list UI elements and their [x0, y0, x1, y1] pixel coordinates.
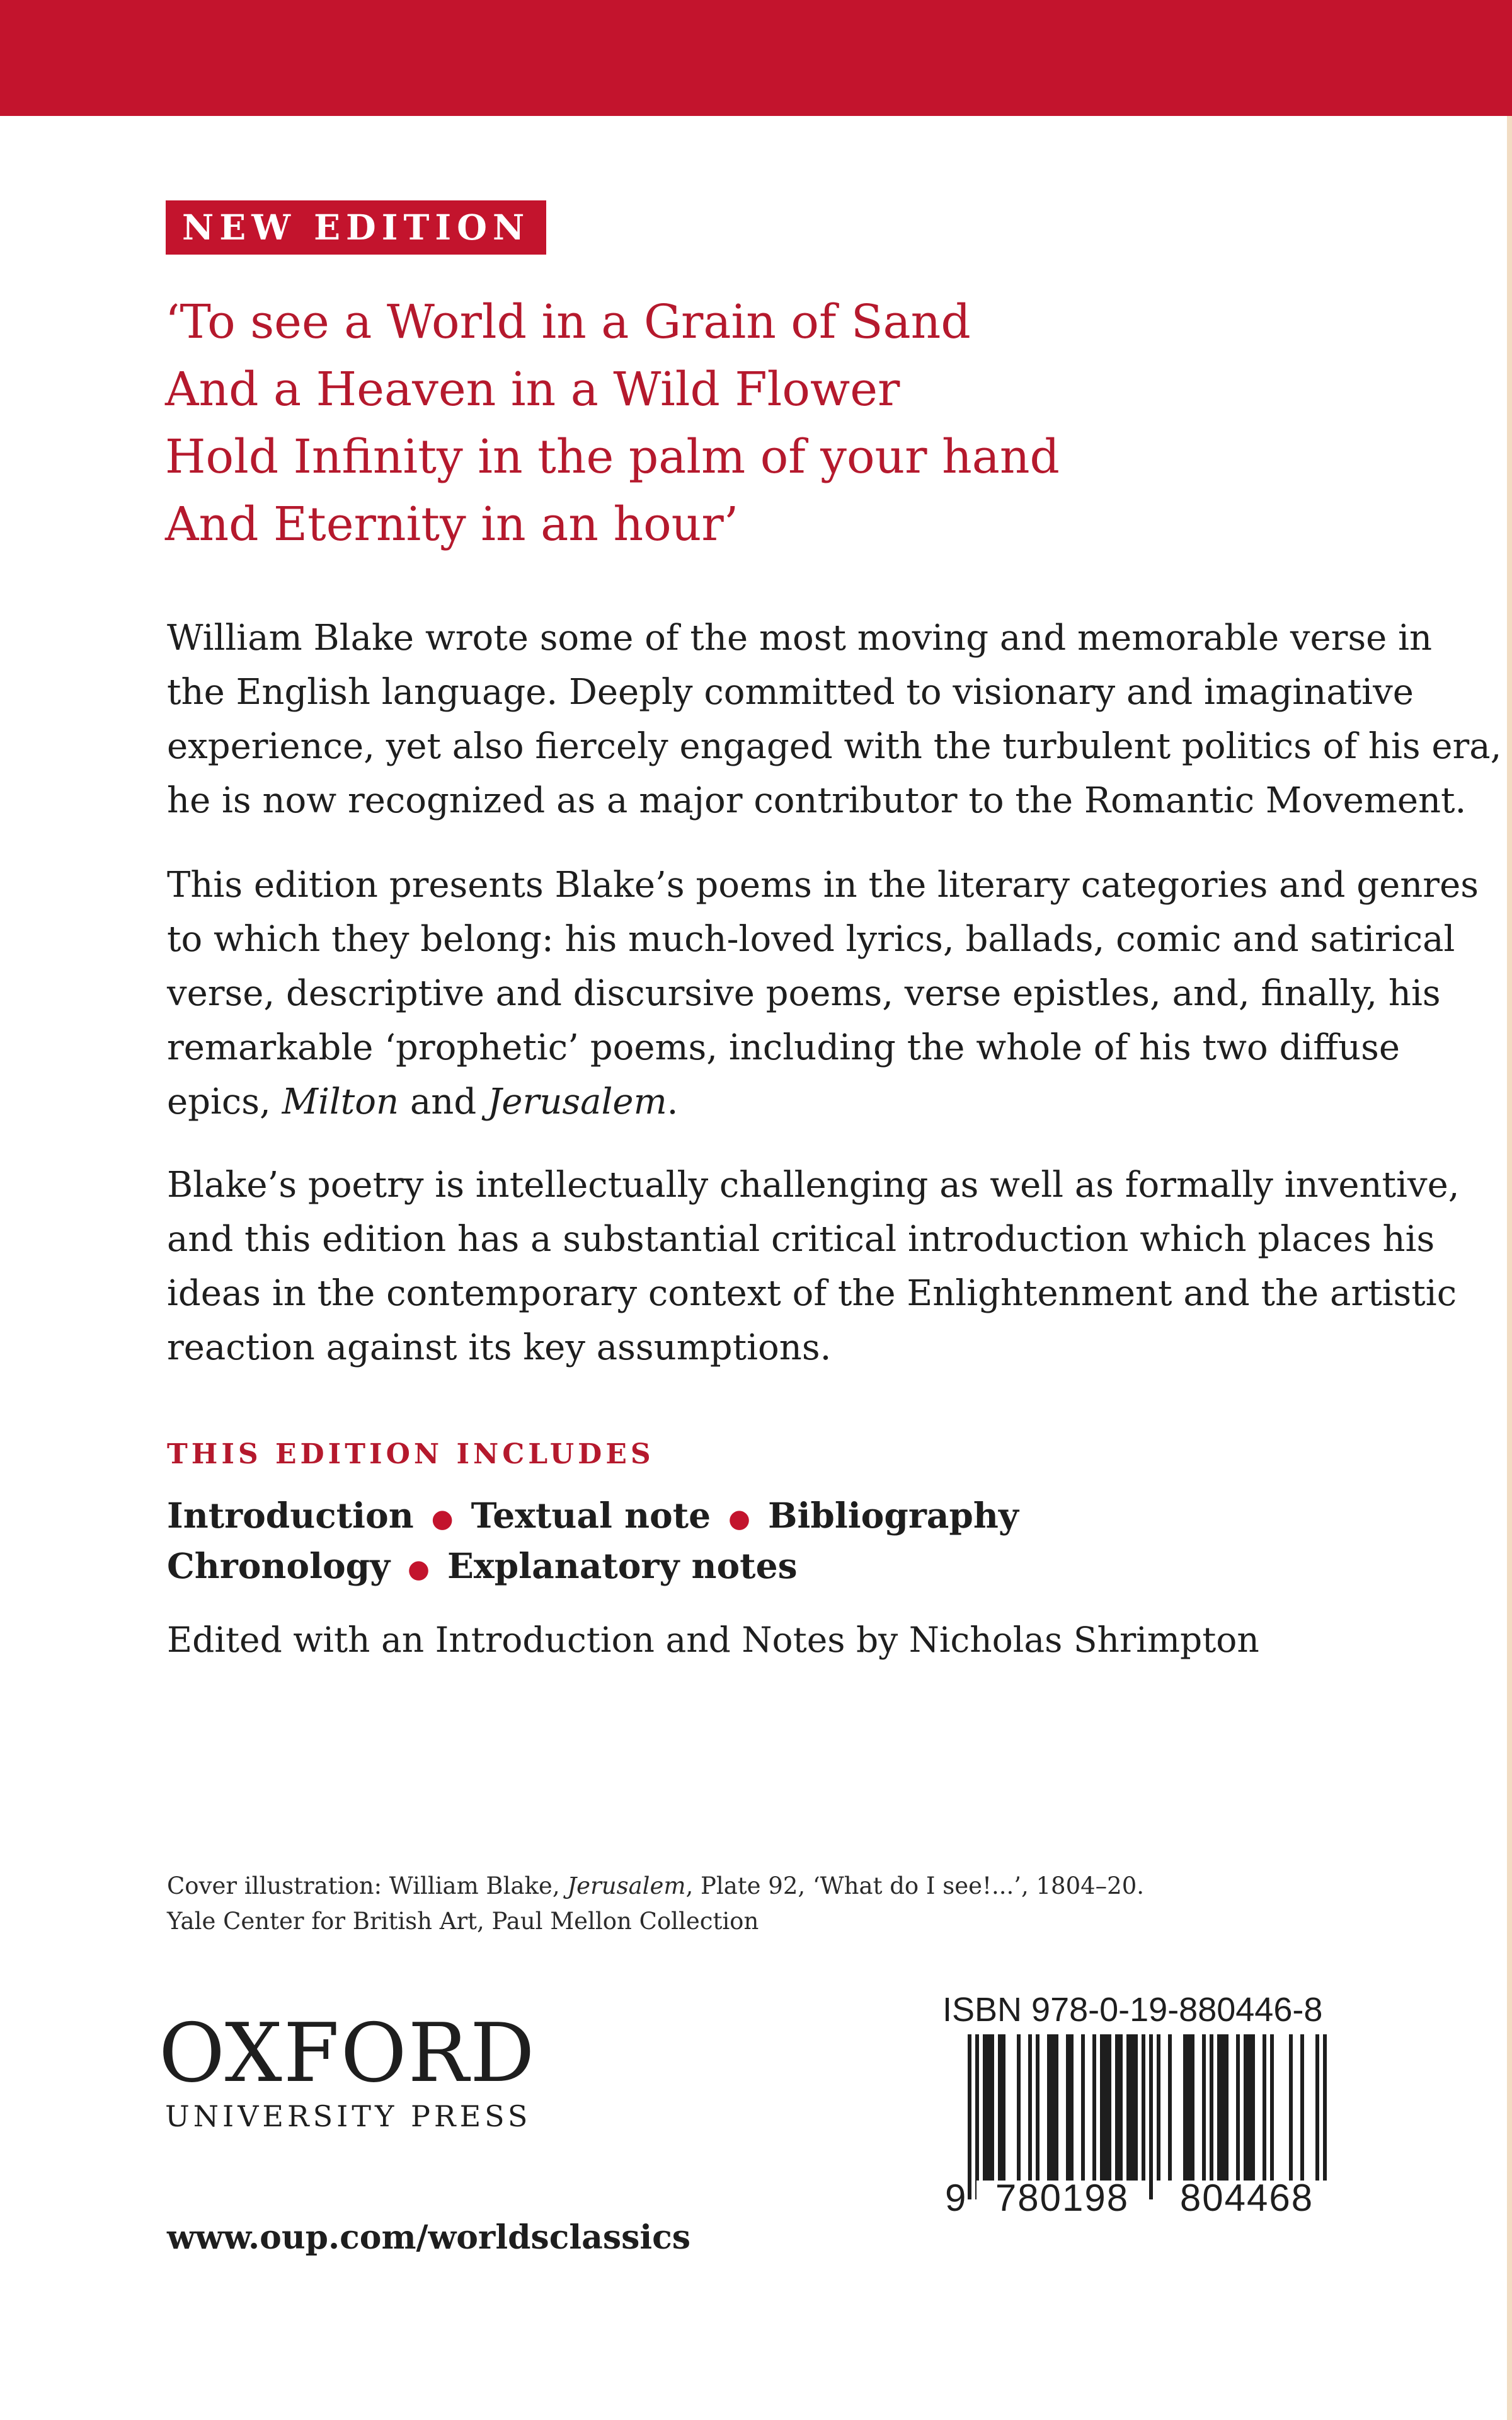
bullet-icon: ● — [408, 1554, 430, 1584]
barcode-bar — [1289, 2034, 1293, 2181]
barcode-bar — [1142, 2034, 1145, 2199]
text-line: verse, descriptive and discursive poems, verse epistles, and, finally, his — [167, 973, 1441, 1014]
barcode-bar — [1187, 2034, 1191, 2181]
barcode-bar — [1028, 2034, 1032, 2181]
barcode-bar — [1126, 2034, 1130, 2181]
text-line: remarkable ‘prophetic’ poems, including the whole of his two diffuse — [167, 1027, 1400, 1068]
text-segment: . — [667, 1081, 679, 1122]
barcode-bar — [1092, 2034, 1096, 2181]
quote-line: And a Heaven in a Wild Flower — [165, 362, 900, 417]
text-line: he is now recognized as a major contributor to the Romantic Movement. — [167, 780, 1467, 821]
barcode-bar — [1055, 2034, 1058, 2181]
bullet-icon: ● — [728, 1504, 751, 1534]
barcode-bar — [987, 2034, 990, 2181]
barcode-bar — [1300, 2034, 1304, 2181]
barcode-bar — [1236, 2034, 1240, 2181]
quote-line: ‘To see a World in a Grain of Sand — [165, 295, 971, 349]
include-item: Introduction — [167, 1495, 414, 1536]
barcode-bar — [1134, 2034, 1138, 2181]
barcode-bar — [1017, 2034, 1021, 2181]
barcode-bar — [1247, 2034, 1251, 2181]
barcode-bar — [1244, 2034, 1247, 2181]
barcode-bar — [1263, 2034, 1266, 2181]
barcode-bar — [1270, 2034, 1274, 2181]
text-line: William Blake wrote some of the most moving and memorable verse in — [167, 618, 1433, 659]
barcode-bar — [1036, 2034, 1040, 2181]
barcode-bar — [1251, 2034, 1255, 2181]
barcode-bar — [1168, 2034, 1172, 2181]
include-item: Textual note — [471, 1495, 711, 1536]
barcode-bar — [1108, 2034, 1111, 2181]
include-item: Chronology — [167, 1545, 391, 1586]
barcode-bar — [968, 2034, 971, 2199]
credit-line: Yale Center for British Art, Paul Mellon Collection — [167, 1908, 759, 1935]
text-line: experience, yet also fiercely engaged with the turbulent politics of his era, — [167, 726, 1502, 767]
barcode-bar — [1202, 2034, 1206, 2181]
new-edition-badge: NEW EDITION — [166, 200, 546, 255]
text-line: This edition presents Blake’s poems in the literary categories and genres — [167, 865, 1479, 906]
publisher-subtitle: UNIVERSITY PRESS — [165, 2099, 532, 2133]
includes-heading: THIS EDITION INCLUDES — [167, 1438, 655, 1470]
barcode-bar — [1149, 2034, 1153, 2199]
text-segment: Cover illustration: William Blake, — [167, 1872, 568, 1899]
barcode-bar — [1115, 2034, 1119, 2181]
italic-title: Jerusalem — [567, 1872, 686, 1899]
barcode-bar — [1047, 2034, 1051, 2181]
includes-line-2 — [167, 1545, 798, 1586]
barcode-bar — [1191, 2034, 1194, 2181]
editor-credit: Edited with an Introduction and Notes by Nicholas Shrimpton — [167, 1620, 1259, 1660]
barcode-bar — [1183, 2034, 1187, 2181]
text-line: reaction against its key assumptions. — [167, 1327, 832, 1368]
barcode-bar — [1104, 2034, 1108, 2181]
italic-title: Jerusalem — [487, 1081, 667, 1122]
text-line: Blake’s poetry is intellectually challenging as well as formally inventive, — [167, 1165, 1460, 1206]
blurb-paragraph-1 — [167, 611, 1502, 828]
barcode-bar — [1002, 2034, 1005, 2181]
text-line: ideas in the contemporary context of the Enlightenment and the artistic — [167, 1273, 1457, 1314]
epigraph-quote — [165, 289, 1060, 558]
spine-edge — [1507, 116, 1512, 2420]
barcode-digits-left: 780198 — [995, 2177, 1130, 2217]
barcode — [942, 2034, 1371, 2217]
barcode-bar — [1217, 2034, 1221, 2181]
blurb-paragraph-3 — [167, 1158, 1460, 1375]
barcode-bar — [990, 2034, 994, 2181]
text-line: the English language. Deeply committed to visionary and imaginative — [167, 672, 1414, 713]
text-line: and this edition has a substantial critical introduction which places his — [167, 1219, 1435, 1260]
website-link[interactable]: www.oup.com/worldsclassics — [167, 2218, 691, 2257]
top-color-band — [0, 0, 1512, 116]
publisher-name: OXFORD — [159, 2007, 536, 2100]
blurb-paragraph-2 — [167, 858, 1479, 1129]
text-segment: , Plate 92, ‘What do I see!...’, 1804–20. — [685, 1872, 1145, 1899]
credit-line — [167, 1869, 1144, 1904]
barcode-digits-right: 804468 — [1179, 2177, 1314, 2217]
barcode-bar — [1051, 2034, 1055, 2181]
barcode-bar — [998, 2034, 1002, 2181]
barcode-bar — [1210, 2034, 1213, 2181]
text-line — [167, 1075, 1427, 1129]
barcode-bar — [1323, 2034, 1327, 2199]
oxford-logo — [159, 2007, 536, 2133]
barcode-bar — [1221, 2034, 1225, 2181]
barcode-bar — [983, 2034, 987, 2181]
bullet-icon: ● — [431, 1504, 454, 1534]
includes-line-1 — [167, 1495, 1019, 1536]
text-line: to which they belong: his much-loved lyrics, ballads, comic and satirical — [167, 919, 1455, 960]
text-segment: and — [399, 1081, 488, 1122]
isbn-label: ISBN 978-0-19-880446-8 — [942, 1991, 1323, 2029]
barcode-bar — [1070, 2034, 1074, 2181]
quote-line: Hold Infinity in the palm of your hand — [165, 430, 1060, 484]
barcode-bar — [1315, 2034, 1319, 2199]
barcode-bar — [1119, 2034, 1123, 2181]
barcode-bar — [1066, 2034, 1070, 2181]
barcode-bars — [968, 2034, 1327, 2199]
barcode-bar — [1100, 2034, 1104, 2181]
barcode-digit-first: 9 — [945, 2177, 966, 2217]
barcode-bar — [975, 2034, 979, 2199]
include-item: Explanatory notes — [447, 1545, 798, 1586]
italic-title: Milton — [282, 1081, 399, 1122]
barcode-bar — [1225, 2034, 1228, 2181]
barcode-bar — [1157, 2034, 1160, 2181]
barcode-bar — [1130, 2034, 1134, 2181]
include-item: Bibliography — [768, 1495, 1019, 1536]
cover-illustration-credit — [167, 1869, 1144, 1939]
text-segment: epics, — [167, 1081, 282, 1122]
quote-line: And Eternity in an hour’ — [165, 497, 739, 551]
barcode-bar — [1081, 2034, 1085, 2181]
